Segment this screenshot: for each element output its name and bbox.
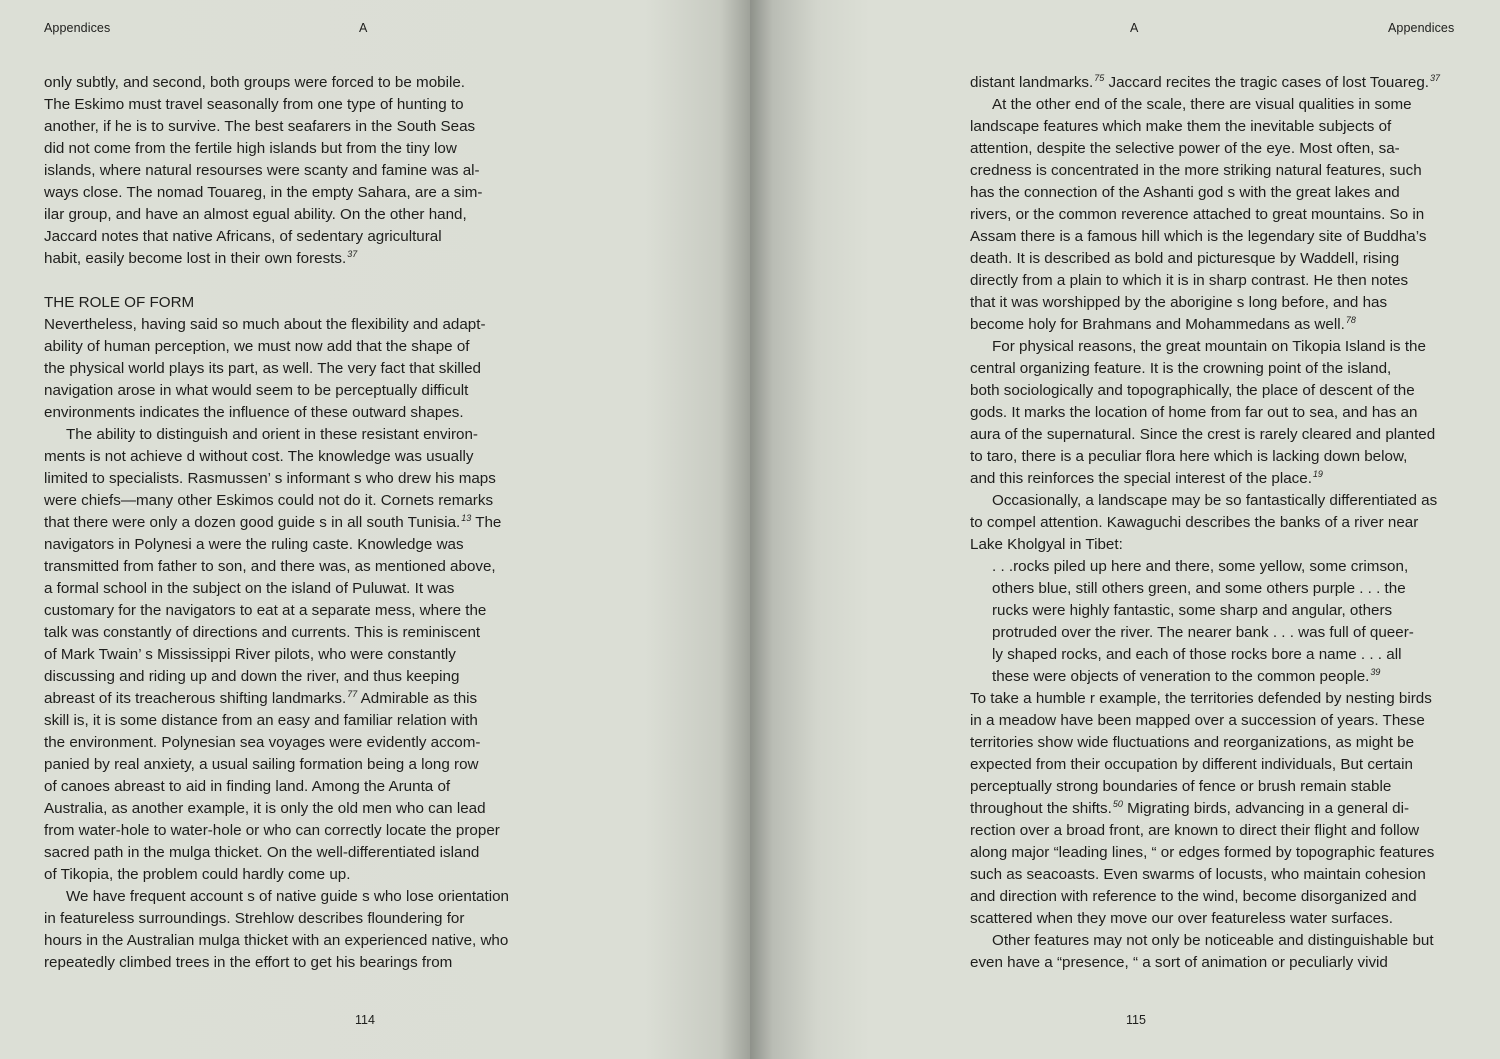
block-quote-line	[970, 644, 1470, 666]
text-line-content: rection over a broad front, are known to direct their flight and follow	[970, 822, 1420, 839]
text-line-content: rivers, or the common reverence attached to great mountains. So in	[970, 206, 1425, 223]
text-line	[44, 94, 544, 116]
text-line-content: the physical world plays its part, as well. The very fact that skilled	[44, 360, 481, 377]
block-quote-line	[970, 556, 1470, 578]
text-line-content: these were objects of veneration to the common people.	[992, 668, 1370, 685]
text-line	[970, 182, 1470, 204]
text-line	[44, 138, 544, 160]
text-line-content: from water-hole to water-hole or who can correctly locate the proper	[44, 822, 500, 839]
right-page	[750, 0, 1500, 1059]
footnote-reference: 37	[1430, 73, 1441, 83]
text-line	[970, 446, 1470, 468]
text-line-content: gods. It marks the location of home from far out to sea, and has an	[970, 404, 1418, 421]
text-line-content: death. It is described as bold and picturesque by Waddell, rising	[970, 250, 1400, 267]
left-page-body-text	[44, 72, 544, 974]
text-line-content: and this reinforces the special interest of the place.	[970, 470, 1312, 487]
text-line	[44, 556, 544, 578]
text-line	[44, 314, 544, 336]
footnote-reference: 78	[1345, 315, 1356, 325]
text-line-content: Assam there is a famous hill which is the legendary site of Buddha’s	[970, 228, 1427, 245]
text-line-content: THE ROLE OF FORM	[44, 294, 195, 311]
text-line-content: Lake Kholgyal in Tibet:	[970, 536, 1123, 553]
text-line-content: customary for the navigators to eat at a separate mess, where the	[44, 602, 487, 619]
text-line-content: did not come from the fertile high islands but from the tiny low	[44, 140, 457, 157]
text-line	[970, 864, 1470, 886]
text-line-content: We have frequent account s of native guide s who lose orientation	[66, 888, 509, 905]
text-line	[970, 512, 1470, 534]
text-line	[44, 72, 544, 94]
text-line	[44, 710, 544, 732]
section-letter-left: A	[359, 21, 368, 35]
section-letter-right: A	[1130, 21, 1139, 35]
footnote-reference: 77	[347, 689, 358, 699]
text-line-content: discussing and riding up and down the river, and thus keeping	[44, 668, 460, 685]
text-line-content: ability of human perception, we must now add that the shape of	[44, 338, 470, 355]
text-line	[970, 908, 1470, 930]
text-line	[44, 336, 544, 358]
text-line	[44, 512, 544, 534]
text-line-content: The Eskimo must travel seasonally from one type of hunting to	[44, 96, 464, 113]
text-line	[44, 468, 544, 490]
text-line	[970, 732, 1470, 754]
text-line	[970, 688, 1470, 710]
footnote-reference: 50	[1112, 799, 1123, 809]
text-line	[970, 930, 1470, 952]
text-line	[44, 292, 544, 314]
text-line	[970, 116, 1470, 138]
block-quote-line	[970, 578, 1470, 600]
text-line-content: ly shaped rocks, and each of those rocks bore a name . . . all	[992, 646, 1402, 663]
text-line	[970, 204, 1470, 226]
text-line	[970, 402, 1470, 424]
text-line	[44, 402, 544, 424]
text-line-content: of Mark Twain’ s Mississippi River pilots, who were constantly	[44, 646, 456, 663]
page-number-left: 114	[355, 1013, 375, 1027]
text-line-content: of canoes abreast to aid in finding land. Among the Arunta of	[44, 778, 451, 795]
footnote-reference: 19	[1312, 469, 1323, 479]
text-line	[970, 710, 1470, 732]
text-line	[44, 380, 544, 402]
text-line	[970, 314, 1470, 336]
text-line	[44, 446, 544, 468]
block-quote-line	[970, 622, 1470, 644]
text-line-continuation: Admirable as this	[357, 690, 478, 707]
text-line-content: even have a “presence, “ a sort of animation or peculiarly vivid	[970, 954, 1388, 971]
text-line	[970, 160, 1470, 182]
text-line	[44, 666, 544, 688]
text-line	[44, 226, 544, 248]
text-line-content: scattered when they move our over featureless water surfaces.	[970, 910, 1393, 927]
text-line-content: sacred path in the mulga thicket. On the well-differentiated island	[44, 844, 480, 861]
text-line-content: Occasionally, a landscape may be so fantastically differentiated as	[992, 492, 1438, 509]
text-line-content: in featureless surroundings. Strehlow describes floundering for	[44, 910, 465, 927]
right-page-body-text	[970, 72, 1470, 974]
text-line	[44, 204, 544, 226]
text-line	[970, 336, 1470, 358]
text-line-content: protruded over the river. The nearer bank . . . was full of queer-	[992, 624, 1414, 641]
text-line-content: become holy for Brahmans and Mohammedans as well.	[970, 316, 1345, 333]
text-line-content: ways close. The nomad Touareg, in the empty Sahara, are a sim-	[44, 184, 483, 201]
text-line-content: Australia, as another example, it is only the old men who can lead	[44, 800, 486, 817]
text-line-content: abreast of its treacherous shifting landmarks.	[44, 690, 347, 707]
text-line	[970, 226, 1470, 248]
text-line-content: of Tikopia, the problem could hardly come up.	[44, 866, 351, 883]
text-line-continuation: Jaccard recites the tragic cases of lost Touareg.	[1104, 74, 1429, 91]
text-line	[970, 94, 1470, 116]
text-line-content: credness is concentrated in the more striking natural features, such	[970, 162, 1422, 179]
text-line-content: to compel attention. Kawaguchi describes the banks of a river near	[970, 514, 1419, 531]
text-line-content: another, if he is to survive. The best seafarers in the South Seas	[44, 118, 476, 135]
text-line-content: others blue, still others green, and some others purple . . . the	[992, 580, 1406, 597]
text-line-content: the environment. Polynesian sea voyages were evidently accom-	[44, 734, 481, 751]
text-line	[970, 248, 1470, 270]
text-line-content: along major “leading lines, “ or edges formed by topographic features	[970, 844, 1435, 861]
footnote-reference: 39	[1370, 667, 1381, 677]
text-line	[44, 930, 544, 952]
text-line-content: and direction with reference to the wind, become disorganized and	[970, 888, 1417, 905]
text-line-content: directly from a plain to which it is in sharp contrast. He then notes	[970, 272, 1409, 289]
text-line	[970, 534, 1470, 556]
text-line	[44, 600, 544, 622]
text-line	[970, 754, 1470, 776]
text-line	[44, 160, 544, 182]
text-line	[44, 776, 544, 798]
text-line-content: navigation arose in what would seem to be perceptually difficult	[44, 382, 469, 399]
text-line-content: skill is, it is some distance from an easy and familiar relation with	[44, 712, 478, 729]
text-line-content: islands, where natural resourses were scanty and famine was al-	[44, 162, 480, 179]
text-line	[44, 578, 544, 600]
block-quote-line	[970, 666, 1470, 688]
text-line-content: To take a humble r example, the territories defended by nesting birds	[970, 690, 1432, 707]
text-line	[970, 952, 1470, 974]
text-line	[44, 688, 544, 710]
text-line	[44, 754, 544, 776]
text-line	[970, 820, 1470, 842]
text-line-content: At the other end of the scale, there are visual qualities in some	[992, 96, 1412, 113]
text-line	[44, 952, 544, 974]
footnote-reference: 75	[1094, 73, 1105, 83]
text-line-content: distant landmarks.	[970, 74, 1094, 91]
text-line	[44, 534, 544, 556]
text-line-content: navigators in Polynesi a were the ruling caste. Knowledge was	[44, 536, 464, 553]
text-line	[970, 776, 1470, 798]
text-line	[44, 490, 544, 512]
text-line	[970, 798, 1470, 820]
text-line-content: rucks were highly fantastic, some sharp and angular, others	[992, 602, 1393, 619]
text-line	[44, 248, 544, 270]
text-line-content: central organizing feature. It is the crowning point of the island,	[970, 360, 1392, 377]
text-line-content: territories show wide fluctuations and reorganizations, as might be	[970, 734, 1415, 751]
text-line	[44, 424, 544, 446]
text-line	[44, 116, 544, 138]
footnote-reference: 37	[347, 249, 358, 259]
text-line	[970, 138, 1470, 160]
text-line-content: in a meadow have been mapped over a succession of years. These	[970, 712, 1425, 729]
paragraph-gap	[44, 270, 544, 292]
text-line-content: habit, easily become lost in their own forests.	[44, 250, 347, 267]
running-head-right: Appendices	[1388, 21, 1455, 35]
text-line-content: landscape features which make them the inevitable subjects of	[970, 118, 1392, 135]
text-line	[44, 622, 544, 644]
text-line-content: limited to specialists. Rasmussen’ s informant s who drew his maps	[44, 470, 496, 487]
text-line-content: ilar group, and have an almost egual ability. On the other hand,	[44, 206, 467, 223]
text-line-content: Jaccard notes that native Africans, of sedentary agricultural	[44, 228, 442, 245]
text-line	[44, 864, 544, 886]
text-line-content: a formal school in the subject on the island of Puluwat. It was	[44, 580, 455, 597]
text-line-content: talk was constantly of directions and currents. This is reminiscent	[44, 624, 481, 641]
text-line	[44, 644, 544, 666]
text-line	[44, 732, 544, 754]
text-line-content: were chiefs—many other Eskimos could not do it. Cornets remarks	[44, 492, 494, 509]
text-line	[970, 490, 1470, 512]
text-line-content: Other features may not only be noticeable and distinguishable but	[992, 932, 1434, 949]
text-line	[970, 358, 1470, 380]
text-line	[44, 820, 544, 842]
text-line-content: that there were only a dozen good guide s in all south Tunisia.	[44, 514, 461, 531]
text-line-content: has the connection of the Ashanti god s with the great lakes and	[970, 184, 1400, 201]
text-line-content: Nevertheless, having said so much about the flexibility and adapt-	[44, 316, 486, 333]
text-line-content: For physical reasons, the great mountain on Tikopia Island is the	[992, 338, 1426, 355]
text-line	[44, 908, 544, 930]
text-line	[970, 424, 1470, 446]
text-line	[44, 886, 544, 908]
text-line-content: environments indicates the influence of these outward shapes.	[44, 404, 464, 421]
text-line-content: only subtly, and second, both groups were forced to be mobile.	[44, 74, 465, 91]
text-line-continuation: Migrating birds, advancing in a general di-	[1122, 800, 1410, 817]
running-head-left: Appendices	[44, 21, 111, 35]
text-line-content: attention, despite the selective power of the eye. Most often, sa-	[970, 140, 1400, 157]
footnote-reference: 13	[461, 513, 472, 523]
text-line-content: ments is not achieve d without cost. The knowledge was usually	[44, 448, 474, 465]
text-line	[970, 886, 1470, 908]
text-line-content: perceptually strong boundaries of fence or brush remain stable	[970, 778, 1392, 795]
text-line-content: that it was worshipped by the aborigine s long before, and has	[970, 294, 1388, 311]
text-line-content: aura of the supernatural. Since the crest is rarely cleared and planted	[970, 426, 1436, 443]
text-line	[970, 292, 1470, 314]
text-line-content: panied by real anxiety, a usual sailing formation being a long row	[44, 756, 479, 773]
text-line-content: . . .rocks piled up here and there, some yellow, some crimson,	[992, 558, 1409, 575]
text-line-continuation: The	[471, 514, 502, 531]
text-line-content: hours in the Australian mulga thicket with an experienced native, who	[44, 932, 509, 949]
text-line	[970, 270, 1470, 292]
text-line-content: both sociologically and topographically, the place of descent of the	[970, 382, 1415, 399]
text-line	[970, 842, 1470, 864]
text-line	[970, 380, 1470, 402]
text-line-content: transmitted from father to son, and there was, as mentioned above,	[44, 558, 496, 575]
text-line-content: such as seacoasts. Even swarms of locusts, who maintain cohesion	[970, 866, 1426, 883]
text-line-content: to taro, there is a peculiar flora here which is lacking down below,	[970, 448, 1408, 465]
text-line	[44, 798, 544, 820]
text-line	[970, 468, 1470, 490]
text-line	[970, 72, 1470, 94]
text-line	[44, 182, 544, 204]
text-line	[44, 842, 544, 864]
text-line-content: The ability to distinguish and orient in these resistant environ-	[66, 426, 478, 443]
block-quote-line	[970, 600, 1470, 622]
text-line-content: throughout the shifts.	[970, 800, 1112, 817]
text-line	[44, 358, 544, 380]
text-line-content: repeatedly climbed trees in the effort to get his bearings from	[44, 954, 453, 971]
text-line-content: expected from their occupation by different individuals, But certain	[970, 756, 1413, 773]
page-number-right: 115	[1126, 1013, 1146, 1027]
